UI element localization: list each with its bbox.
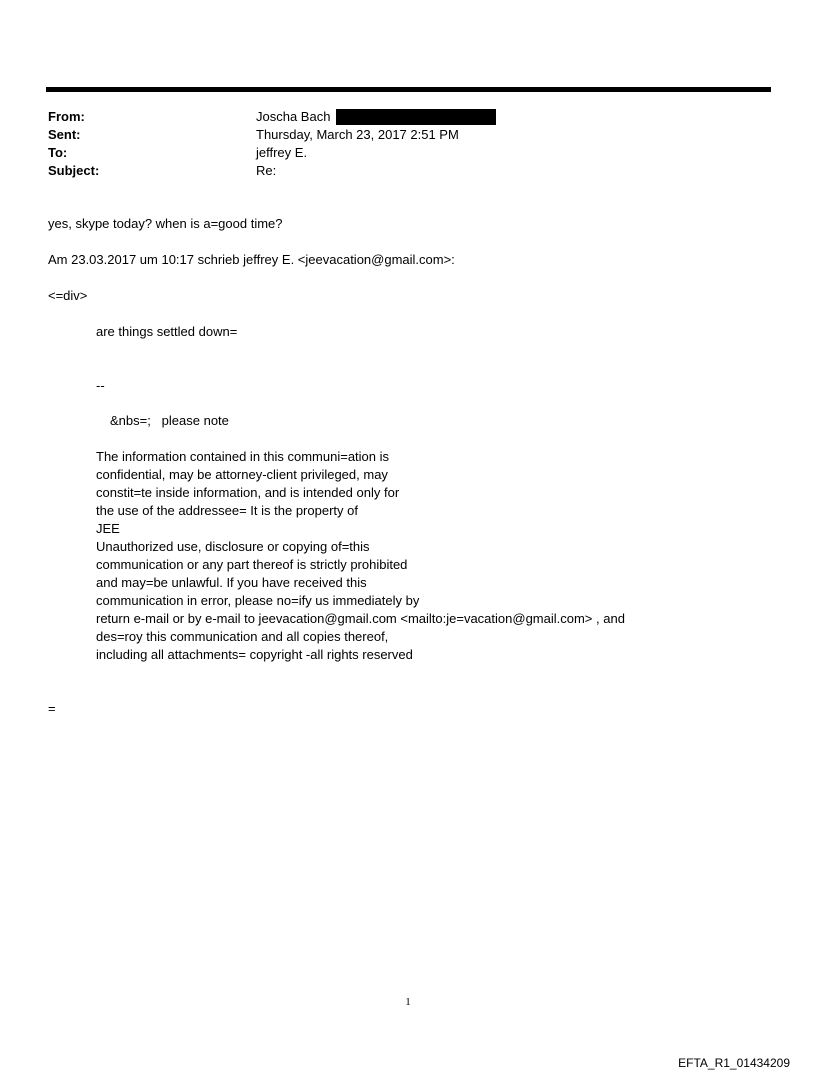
subject-value: Re: xyxy=(256,163,277,178)
from-name: Joscha Bach xyxy=(256,109,331,124)
trailing-equals: = xyxy=(48,701,56,716)
to-value: jeffrey E. xyxy=(256,145,308,160)
disclaimer-line: including all attachments= copyright -all rights reserved xyxy=(96,647,413,662)
bates-number: EFTA_R1_01434209 xyxy=(678,1056,790,1070)
disclaimer-line: communication in error, please no=ify us immediately by xyxy=(96,593,420,608)
sent-value: Thursday, March 23, 2017 2:51 PM xyxy=(256,127,459,142)
page-number: 1 xyxy=(405,996,411,1008)
disclaimer-line: Unauthorized use, disclosure or copying of=this xyxy=(96,539,370,554)
subject-label: Subject: xyxy=(48,163,100,178)
disclaimer-line: JEE xyxy=(96,521,120,536)
disclaimer-line: return e-mail or by e-mail to jeevacation@gmail.com <mailto:je=vacation@gmail.com> , and xyxy=(96,611,625,626)
from-value xyxy=(256,108,748,126)
to-row xyxy=(48,144,748,162)
disclaimer-line: confidential, may be attorney-client privileged, may xyxy=(96,467,388,482)
header-rule xyxy=(46,87,771,92)
question-text: are things settled down= xyxy=(96,324,238,339)
to-label: To: xyxy=(48,145,68,160)
reply-text: yes, skype today? when is a=good time? xyxy=(48,216,283,231)
from-row xyxy=(48,108,748,126)
please-note-text: &nbs=; please note xyxy=(110,413,229,428)
div-tag-text: <=div> xyxy=(48,288,88,303)
quote-intro: Am 23.03.2017 um 10:17 schrieb jeffrey E. <jeevacation@gmail.com>: xyxy=(48,252,455,267)
disclaimer-line: The information contained in this communi=ation is xyxy=(96,449,390,464)
disclaimer-line: the use of the addressee= It is the property of xyxy=(96,503,358,518)
subject-row xyxy=(48,162,748,180)
signature-separator: -- xyxy=(96,378,105,393)
disclaimer-line: and may=be unlawful. If you have received this xyxy=(96,575,367,590)
disclaimer-line: communication or any part thereof is strictly prohibited xyxy=(96,557,408,572)
email-header xyxy=(48,108,748,180)
sent-label: Sent: xyxy=(48,127,81,142)
from-label: From: xyxy=(48,109,85,124)
sent-row xyxy=(48,126,748,144)
disclaimer-line: constit=te inside information, and is intended only for xyxy=(96,485,400,500)
confidentiality-disclaimer xyxy=(96,448,625,664)
redaction-box xyxy=(336,109,496,125)
disclaimer-line: des=roy this communication and all copies thereof, xyxy=(96,629,389,644)
